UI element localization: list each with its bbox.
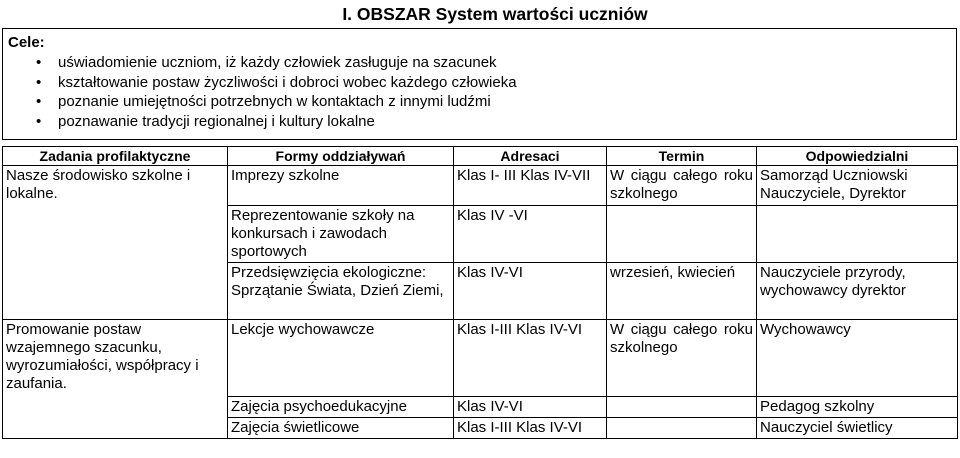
task-cell: Promowanie postaw wzajemnego szacunku, wyrozumiałości, współpracy i zaufania. [3,320,228,439]
responsible-cell [757,206,958,263]
header-addressees: Adresaci [454,147,607,166]
goals-label: Cele: [8,34,45,51]
prevention-plan-table [2,146,958,439]
term-cell [607,206,757,263]
header-responsible: Odpowiedzialni [757,147,958,166]
addressees-cell: Klas IV-VI [454,263,607,320]
responsible-cell: Samorząd Uczniowski Nauczyciele, Dyrektor [757,166,958,206]
addressees-cell: Klas I-III Klas IV-VI [454,320,607,397]
table-header-row [3,147,958,166]
responsible-cell: Nauczyciele przyrody, wychowawcy dyrektor [757,263,958,320]
goals-list [3,53,517,131]
goal-item: • poznanie umiejętności potrzebnych w kontaktach z innymi ludźmi [3,92,517,112]
term-cell [607,397,757,418]
form-cell: Reprezentowanie szkoły na konkursach i zawodach sportowych [228,206,454,263]
term-cell: W ciągu całego roku szkolnego [607,320,757,397]
header-tasks: Zadania profilaktyczne [3,147,228,166]
term-cell [607,418,757,439]
form-cell: Przedsięwzięcia ekologiczne: Sprzątanie Świata, Dzień Ziemi, [228,263,454,320]
goal-item: • uświadomienie uczniom, iż każdy człowiek zasługuje na szacunek [3,53,517,73]
task-cell: Nasze środowisko szkolne i lokalne. [3,166,228,320]
goals-box [2,28,957,140]
term-cell: wrzesień, kwiecień [607,263,757,320]
form-cell: Zajęcia świetlicowe [228,418,454,439]
header-term: Termin [607,147,757,166]
header-forms: Formy oddziaływań [228,147,454,166]
addressees-cell: Klas IV -VI [454,206,607,263]
goal-item: • poznawanie tradycji regionalnej i kultury lokalne [3,112,517,132]
table-row [3,320,958,397]
addressees-cell: Klas IV-VI [454,397,607,418]
addressees-cell: Klas I-III Klas IV-VI [454,418,607,439]
addressees-cell: Klas I- III Klas IV-VII [454,166,607,206]
term-cell: W ciągu całego roku szkolnego [607,166,757,206]
responsible-cell: Nauczyciel świetlicy [757,418,958,439]
responsible-cell: Pedagog szkolny [757,397,958,418]
section-title: I. OBSZAR System wartości uczniów [342,4,648,24]
form-cell: Zajęcia psychoedukacyjne [228,397,454,418]
goal-item: • kształtowanie postaw życzliwości i dobroci wobec każdego człowieka [3,73,517,93]
responsible-cell: Wychowawcy [757,320,958,397]
form-cell: Lekcje wychowawcze [228,320,454,397]
table-row [3,166,958,206]
form-cell: Imprezy szkolne [228,166,454,206]
